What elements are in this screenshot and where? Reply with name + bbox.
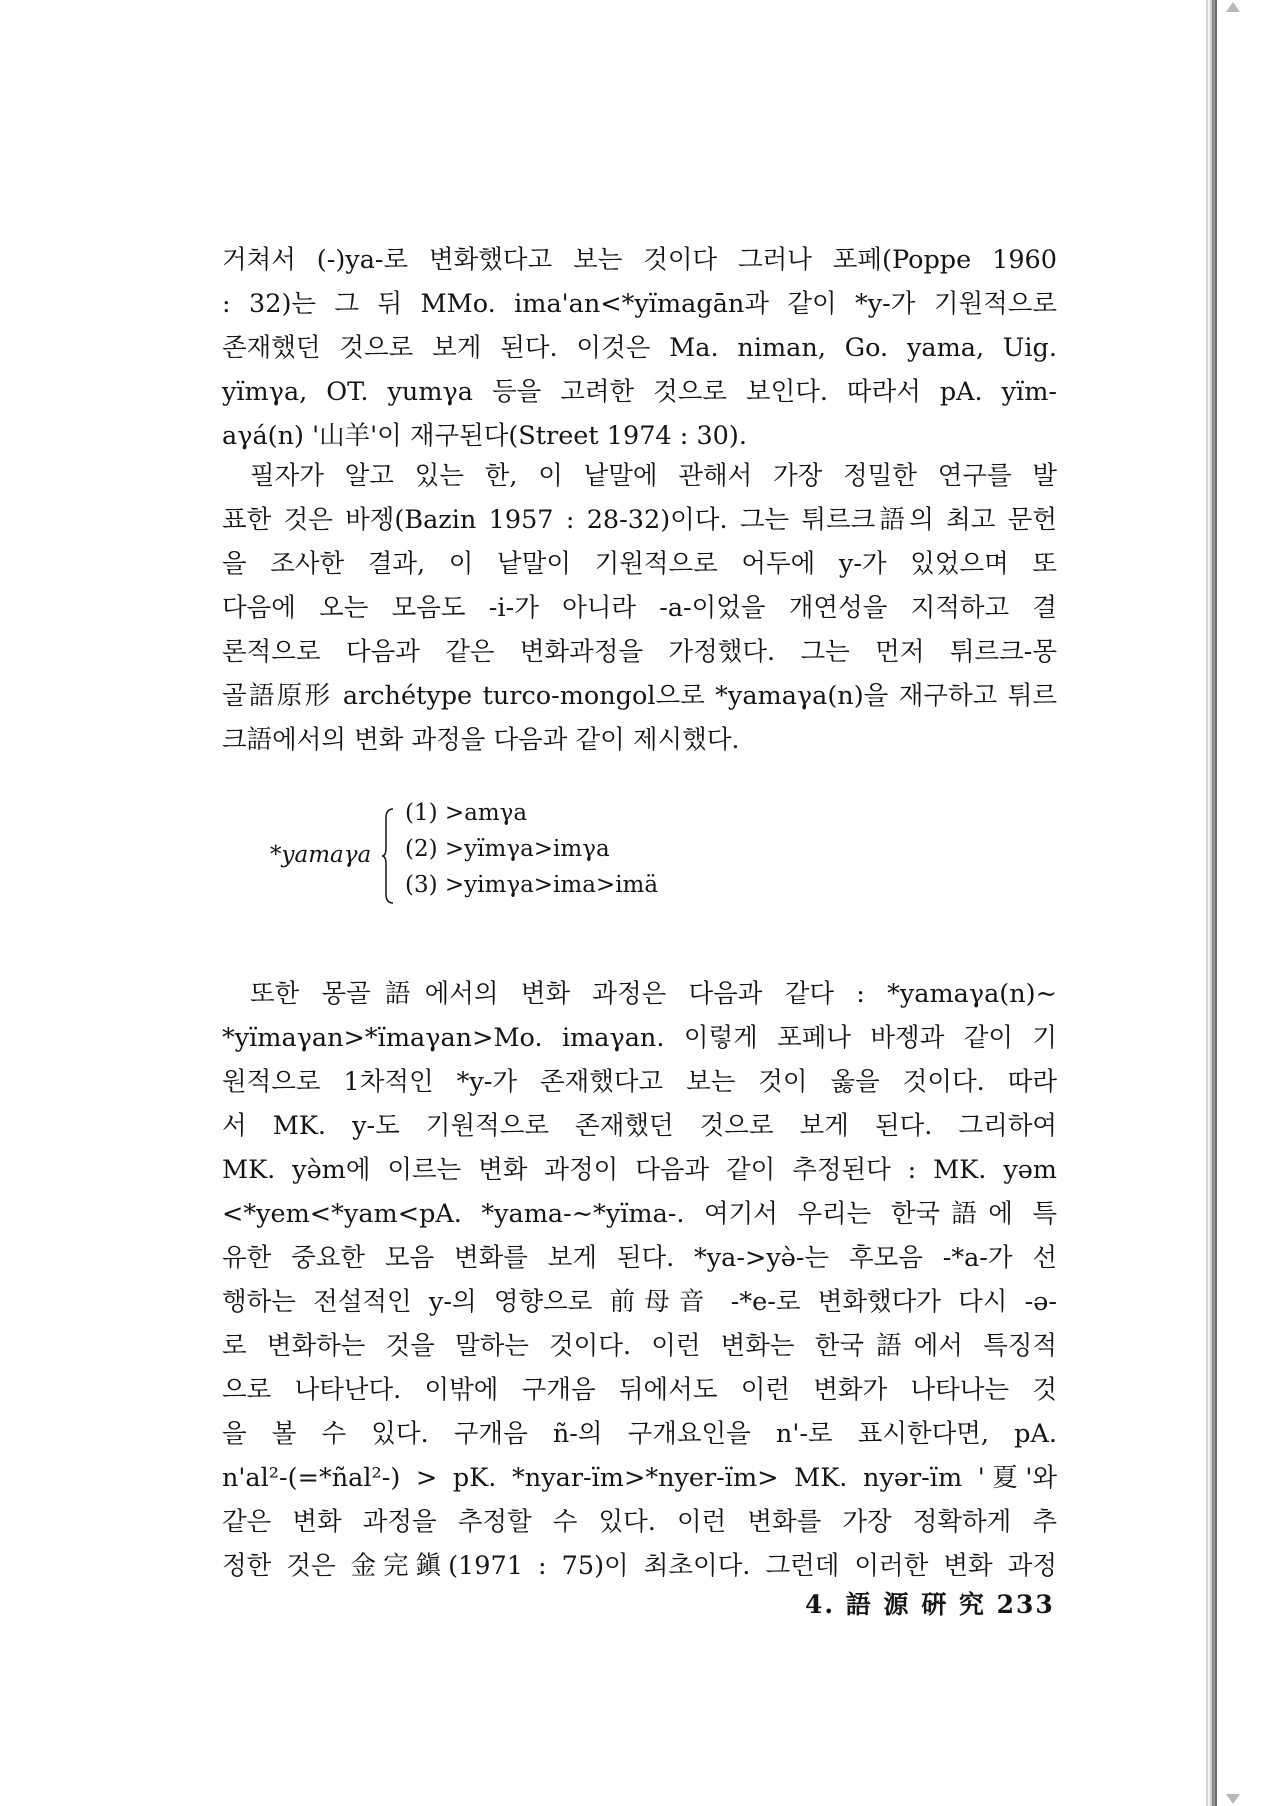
text-line: 유한 중요한 모음 변화를 보게 된다. *ya->yə̀-는 후모음 -*a-가 선 bbox=[222, 1243, 1057, 1273]
text-line: n'al²-(=*ñal²-) > pK. *nyar-ïm>*nyer-ïm> MK. nyər-ïm '夏'와 bbox=[222, 1463, 1057, 1493]
paragraph-1 bbox=[222, 238, 1057, 458]
scroll-down-icon[interactable] bbox=[1226, 1794, 1240, 1804]
text-line: 크語에서의 변화 과정을 다음과 같이 제시했다. bbox=[222, 725, 740, 755]
text-line: 골語原形 archétype turco-mongol으로 *yamaγa(n)을 재구하고 튀르 bbox=[222, 681, 1057, 711]
diagram-row: (2) >yïmγa>imγa bbox=[405, 836, 610, 862]
text-line: 표한 것은 바젱(Bazin 1957 : 28-32)이다. 그는 튀르크語의 최고 문헌 bbox=[222, 505, 1057, 535]
text-line: 정한 것은 金完鎭(1971 : 75)이 최초이다. 그런데 이러한 변화 과정 bbox=[222, 1551, 1057, 1581]
text-line: 또한 몽골語에서의 변화 과정은 다음과 같다 : *yamaγa(n)∼ bbox=[250, 979, 1057, 1009]
text-line: 론적으로 다음과 같은 변화과정을 가정했다. 그는 먼저 튀르크-몽 bbox=[222, 637, 1057, 667]
viewer-scrollbar[interactable] bbox=[1215, 0, 1264, 1806]
sound-change-diagram bbox=[270, 800, 770, 910]
scroll-up-icon[interactable] bbox=[1226, 2, 1240, 12]
text-line: 서 MK. y-도 기원적으로 존재했던 것으로 보게 된다. 그리하여 bbox=[222, 1111, 1057, 1141]
paragraph-2 bbox=[222, 454, 1057, 762]
diagram-row: (1) >amγa bbox=[405, 800, 528, 826]
page-footer: 4. 語 源 硏 究 233 bbox=[805, 1590, 1055, 1619]
text-line: : 32)는 그 뒤 MMo. ima'an<*yïmagān과 같이 *y-가 기원적으로 bbox=[222, 289, 1057, 319]
text-line: *yïmaγan>*ïmaγan>Mo. imaγan. 이렇게 포페나 바젱과 같이 기 bbox=[222, 1023, 1057, 1053]
text-line: 을 볼 수 있다. 구개음 ñ-의 구개요인을 n'-로 표시한다면, pA. bbox=[222, 1419, 1057, 1449]
paragraph-3 bbox=[222, 972, 1057, 1588]
text-line: 으로 나타난다. 이밖에 구개음 뒤에서도 이런 변화가 나타나는 것 bbox=[222, 1375, 1057, 1405]
text-line: 존재했던 것으로 보게 된다. 이것은 Ma. niman, Go. yama, Uig. bbox=[222, 333, 1057, 363]
text-line: 같은 변화 과정을 추정할 수 있다. 이런 변화를 가장 정확하게 추 bbox=[222, 1507, 1057, 1537]
text-line: 원적으로 1차적인 *y-가 존재했다고 보는 것이 옳을 것이다. 따라 bbox=[222, 1067, 1057, 1097]
diagram-source-form: *yamaγa bbox=[270, 842, 372, 868]
text-line: 행하는 전설적인 y-의 영향으로 前母音 -*e-로 변화했다가 다시 -ə- bbox=[222, 1287, 1057, 1317]
text-line: 로 변화하는 것을 말하는 것이다. 이런 변화는 한국語에서 특징적 bbox=[222, 1331, 1057, 1361]
text-line: aγá(n) '山羊'이 재구된다(Street 1974 : 30). bbox=[222, 421, 747, 451]
text-line: 필자가 알고 있는 한, 이 낱말에 관해서 가장 정밀한 연구를 발 bbox=[250, 461, 1057, 491]
brace-icon bbox=[382, 808, 394, 904]
text-line: 을 조사한 결과, 이 낱말이 기원적으로 어두에 y-가 있었으며 또 bbox=[222, 549, 1057, 579]
text-line: MK. yə̀m에 이르는 변화 과정이 다음과 같이 추정된다 : MK. yəm bbox=[222, 1155, 1057, 1185]
text-line: 다음에 오는 모음도 -i-가 아니라 -a-이었을 개연성을 지적하고 결 bbox=[222, 593, 1057, 623]
text-line: yïmγa, OT. yumγa 등을 고려한 것으로 보인다. 따라서 pA. yïm- bbox=[222, 377, 1057, 407]
text-line: 거쳐서 (-)ya-로 변화했다고 보는 것이다 그러나 포페(Poppe 1960 bbox=[222, 245, 1057, 275]
text-line: <*yem<*yam<pA. *yama-∼*yïma-. 여기서 우리는 한국語에 특 bbox=[222, 1199, 1057, 1229]
diagram-row: (3) >yimγa>ima>imä bbox=[405, 872, 659, 898]
